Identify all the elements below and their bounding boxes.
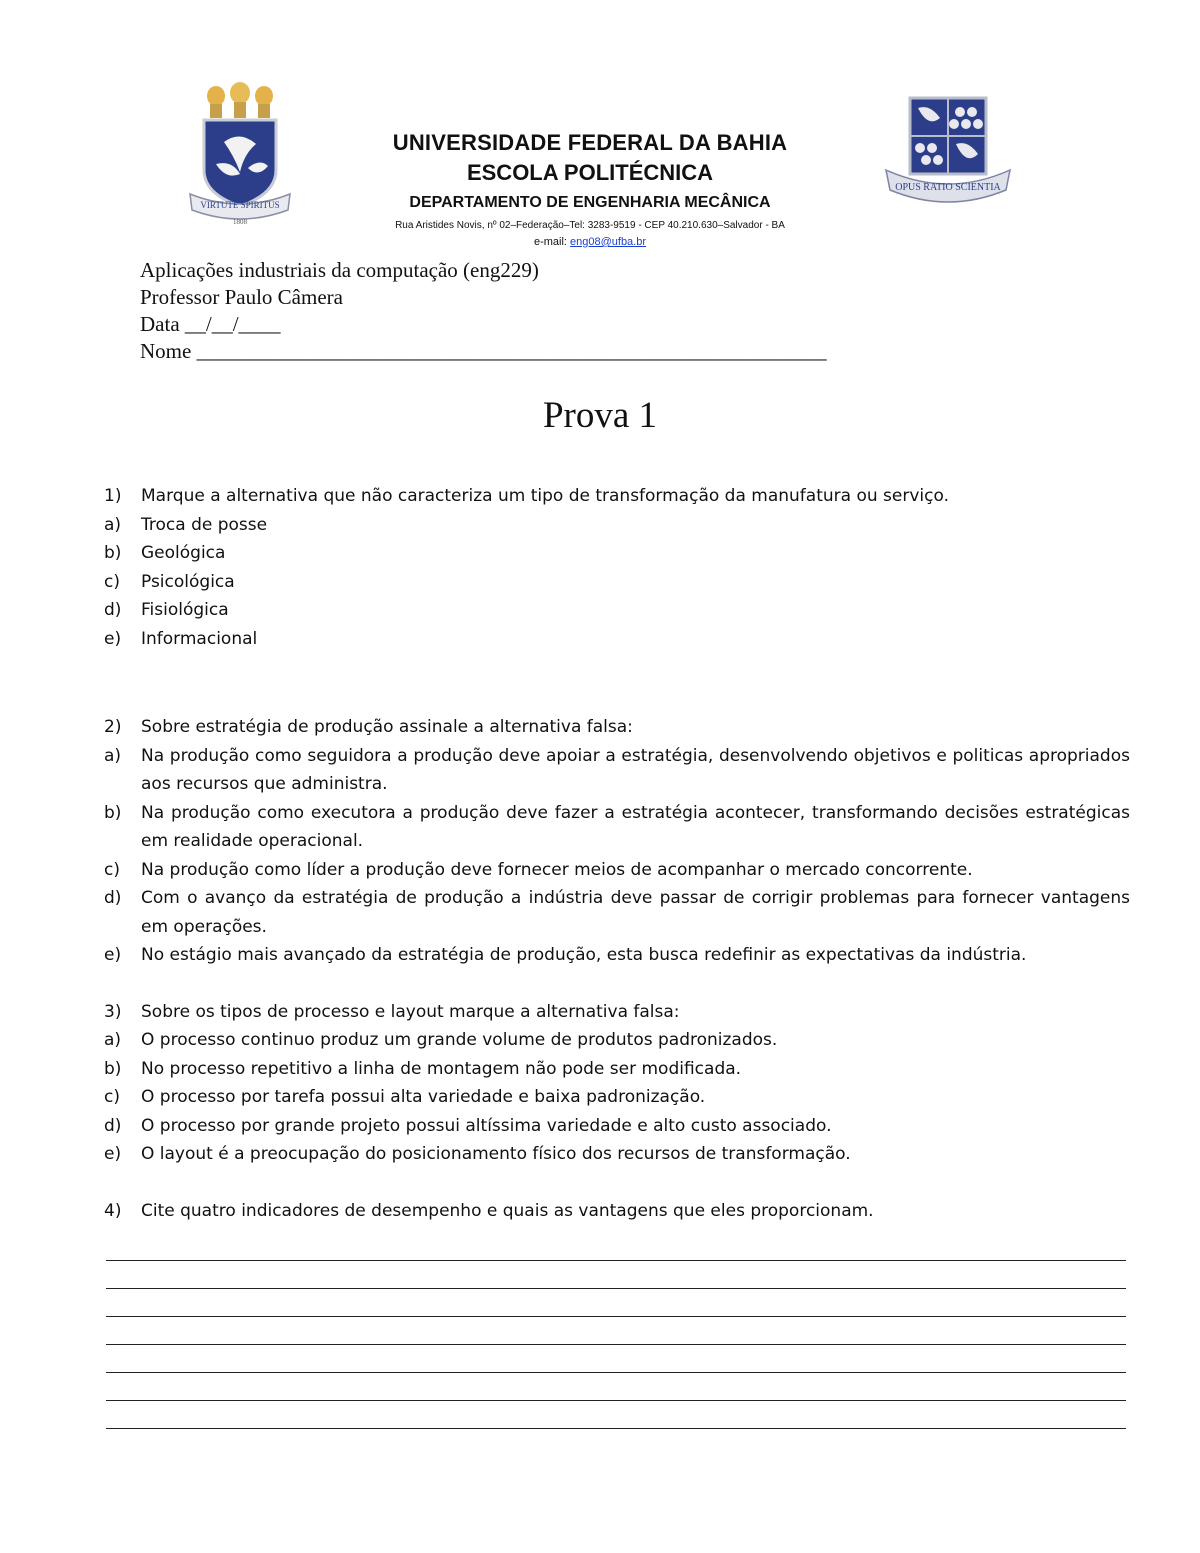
department-name: DEPARTAMENTO DE ENGENHARIA MECÂNICA [409,194,771,211]
option-label: a) [104,745,122,766]
option-item [104,856,1130,885]
university-name: UNIVERSIDADE FEDERAL DA BAHIA [392,130,788,155]
option-label: e) [104,628,122,649]
professor-name: Professor Paulo Câmera [140,285,343,309]
torch-icon [207,82,273,118]
institution-header [300,128,880,250]
name-field: Nome ____________________________________________________________ [140,339,827,363]
option-text: Geológica [141,543,226,563]
option-text: No processo repetitivo a linha de montagem não pode ser modificada. [141,1058,742,1079]
option-label: b) [104,1058,122,1079]
question-3 [104,998,1130,1027]
spacer [104,1169,1130,1197]
question-4 [104,1197,1130,1226]
answer-line[interactable] [106,1372,1126,1373]
option-text: Psicológica [141,571,235,592]
exam-title: Prova 1 [542,395,658,436]
option-label: d) [104,1115,122,1136]
question-1 [104,482,1130,511]
option-label: e) [104,1144,122,1164]
option-text: O processo por tarefa possui alta variedade e baixa padronização. [141,1087,706,1107]
seal-left-year: 1808 [233,218,247,226]
option-label: c) [104,1087,120,1107]
spacer [104,653,1130,713]
option-label: a) [104,514,122,535]
option-text: Na produção como seguidora a produção deve apoiar a estratégia, desenvolvendo objetivos e politicas apropriados aos recursos que administra. [141,745,1130,794]
email-link[interactable]: eng08@ufba.br [570,236,647,248]
question-text: Sobre estratégia de produção assinale a alternativa falsa: [141,717,633,737]
option-label: c) [104,859,120,880]
course-info [140,257,827,365]
answer-line[interactable] [106,1316,1126,1317]
questions-list [104,482,1130,1225]
question-number: 3) [104,1001,122,1022]
spacer [104,970,1130,998]
option-text: Na produção como executora a produção deve fazer a estratégia acontecer, transformando decisões estratégicas em realidade operacional. [141,802,1130,851]
ufba-seal-logo [188,82,292,232]
option-label: b) [104,802,122,823]
email-label: e-mail: [533,236,571,248]
question-number: 1) [104,486,122,506]
option-item [104,539,1130,568]
question-text: Marque a alternativa que não caracteriza um tipo de transformação da manufatura ou serviço. [141,486,949,506]
option-label: b) [104,543,122,563]
option-item [104,799,1130,856]
course-title: Aplicações industriais da computação (eng229) [140,258,539,282]
option-text: Troca de posse [141,514,268,535]
option-text: O layout é a preocupação do posicionamento físico dos recursos de transformação. [141,1144,851,1164]
option-item [104,596,1130,625]
option-text: O processo por grande projeto possui altíssima variedade e alto custo associado. [141,1115,832,1136]
option-text: Fisiológica [141,600,229,620]
question-text: Sobre os tipos de processo e layout marque a alternativa falsa: [141,1001,680,1022]
question-number: 4) [104,1200,122,1221]
school-name: ESCOLA POLITÉCNICA [466,160,714,185]
seal-right-motto: OPUS RATIO SCIENTIA [895,182,1001,193]
date-field: Data __/__/____ [140,312,281,336]
answer-line[interactable] [106,1288,1126,1289]
option-item [104,511,1130,540]
seal-left-motto: VIRTUTE SPIRITUS [200,200,280,210]
option-item [104,1112,1130,1141]
answer-line[interactable] [106,1344,1126,1345]
option-item [104,568,1130,597]
email-line [300,234,880,250]
option-label: e) [104,945,122,965]
answer-lines[interactable] [106,1260,1126,1456]
question-2 [104,713,1130,742]
option-item [104,941,1130,970]
question-number: 2) [104,717,122,737]
option-text: Na produção como líder a produção deve fornecer meios de acompanhar o mercado concorrente. [141,859,973,880]
escola-politecnica-seal-logo [884,94,1012,212]
question-text: Cite quatro indicadores de desempenho e quais as vantagens que eles proporcionam. [141,1200,874,1221]
option-text: Com o avanço da estratégia de produção a indústria deve passar de corrigir problemas para fornecer vantagens em operações. [141,888,1130,937]
answer-line[interactable] [106,1400,1126,1401]
option-label: d) [104,600,122,620]
answer-line[interactable] [106,1260,1126,1261]
option-item [104,1055,1130,1084]
option-item [104,1140,1130,1169]
option-item [104,625,1130,654]
option-label: c) [104,571,120,592]
option-item [104,884,1130,941]
option-label: a) [104,1030,122,1050]
option-item [104,742,1130,799]
option-item [104,1083,1130,1112]
option-label: d) [104,888,122,908]
option-text: No estágio mais avançado da estratégia de produção, esta busca redefinir as expectativas da indústria. [141,945,1027,965]
option-item [104,1026,1130,1055]
answer-line[interactable] [106,1428,1126,1429]
address-line: Rua Aristides Novis, nº 02–Federação–Tel: 3283-9519 - CEP 40.210.630–Salvador - BA [395,220,785,231]
option-text: Informacional [141,628,258,649]
option-text: O processo continuo produz um grande volume de produtos padronizados. [141,1030,778,1050]
